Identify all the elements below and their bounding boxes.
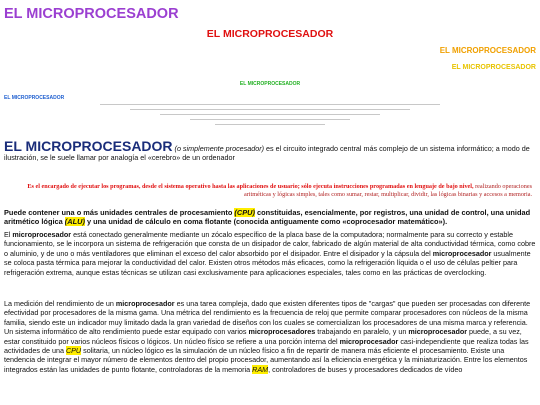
cpu-highlight-2: CPU — [65, 346, 82, 356]
cooling-paragraph — [4, 230, 536, 277]
p4-text-2: trabajando en paralelo, y un — [315, 327, 409, 337]
heading-2: EL MICROPROCESADOR — [206, 28, 334, 40]
p4-bold-3: microprocesador — [408, 327, 468, 337]
p4-text-6: , controladores de buses y procesadores dedicados de vídeo — [268, 364, 463, 374]
p3-bold-2: microprocesador — [432, 248, 492, 258]
intro-subtitle: (o simplemente procesador) — [174, 144, 265, 153]
divider-2 — [130, 109, 410, 110]
heading-4: EL MICROPROCESADOR — [451, 64, 536, 71]
p3-bold-1: microprocesador — [12, 230, 72, 239]
p4-bold-1: microprocesador — [115, 299, 175, 308]
p4-bold-2: microprocesadores — [248, 327, 316, 337]
divider-3 — [160, 114, 380, 115]
divider-5 — [215, 124, 325, 125]
divider-1 — [100, 104, 440, 105]
red-paragraph-rest: realizando operaciones aritméticas y lógicas simples, tales como sumar, restar, multiplicar, dividir, las lógicas binarias y accesos a memoria. — [243, 183, 532, 199]
ram-highlight: RAM — [252, 364, 269, 374]
p4-text-3: puede, a su vez, estar constituido por varios núcleos físicos o lógicos. Un núcleo físico se refiere a una porción interna del — [4, 327, 522, 346]
performance-paragraph — [4, 299, 536, 374]
cpu-highlight: (CPU) — [234, 208, 255, 217]
p4-text-0: La medición del rendimiento de un — [4, 299, 116, 308]
intro-paragraph — [4, 139, 536, 163]
alu-highlight: (ALU) — [64, 217, 85, 227]
p4-text-1: es una tarea compleja, dado que existen diferentes tipos de "cargas" que pueden ser procesadas con diferente efectividad por procesadores de la misma gama. Una métrica del rendimiento es la frecuencia de reloj que permite comparar procesadores con núcleos de la misma familia, siendo este un indicador muy limitado dada la gran variedad de diseños con los cuales se comercializan los procesadores de una misma marca y referencia. Un sistema informático de alto rendimiento puede estar equipado con varios — [4, 299, 531, 337]
heading-3: EL MICROPROCESADOR — [439, 46, 536, 55]
heading-6: EL MICROPROCESADOR — [4, 95, 65, 101]
bold-text-c: y una unidad de cálculo en coma flotante (conocida antiguamente como «coprocesador matemático»). — [84, 217, 448, 227]
intro-title: EL MICROPROCESADOR — [4, 138, 173, 154]
divider-4 — [190, 119, 350, 120]
bold-paragraph — [4, 208, 536, 227]
heading-5: EL MICROPROCESADOR — [239, 81, 301, 87]
p3-text-1: está conectado generalmente mediante un zócalo específico de la placa base de la computadora; normalmente para su correcto y estable funcionamiento, se le incorpora un sistema de refrigeración que consta de un disipador de calor, fabricado de algún material de alta conductividad térmica, como cobre o aluminio, y de uno o más ventiladores que eliminan el exceso del calor absorbido por el disipador. Entre el disipador y la cápsula del — [4, 230, 536, 258]
p4-text-4: casi-independiente que realiza todas las actividades de una — [4, 336, 529, 356]
p3-lead: El — [4, 230, 13, 239]
heading-1: EL MICROPROCESADOR — [4, 6, 179, 22]
p4-bold-4: microprocesador — [339, 336, 399, 346]
bold-text-b: constituidas, esencialmente, por registros, una unidad de control, una unidad aritmético lógica — [4, 208, 531, 227]
red-paragraph — [12, 183, 532, 200]
p4-text-5: solitaria, un núcleo lógico es la simulación de un núcleo físico a fin de repartir de manera más eficiente el procesamiento. Existe una tendencia de integrar el mayor número de elementos dentro del propio procesador, aumentando así la eficiencia energética y la miniaturización. Entre los elementos integrados están las unidades de punto flotante, controladoras de la memoria — [4, 346, 528, 374]
red-paragraph-bold: Es el encargado de ejecutar los programas, desde el sistema operativo hasta las aplicaciones de usuario; sólo ejecuta instrucciones programadas en lenguaje de bajo nivel, — [27, 183, 474, 190]
bold-text-a: Puede contener una o más unidades centrales de procesamiento — [4, 208, 235, 217]
intro-text: es el circuito integrado central más complejo de un sistema informático; a modo de ilustración, se le suele llamar por analogía el «cerebro» de un ordenador — [4, 144, 530, 163]
p3-text-2: usualmente se coloca pasta térmica para mejorar la conductividad del calor. Existen otros métodos más eficaces, como la refrigeración líquida o el uso de células peltier para refrigeración extrema, aunque estas técnicas se utilizan casi exclusivamente para aplicaciones especiales, tales como en las prácticas de overclocking. — [4, 248, 531, 277]
